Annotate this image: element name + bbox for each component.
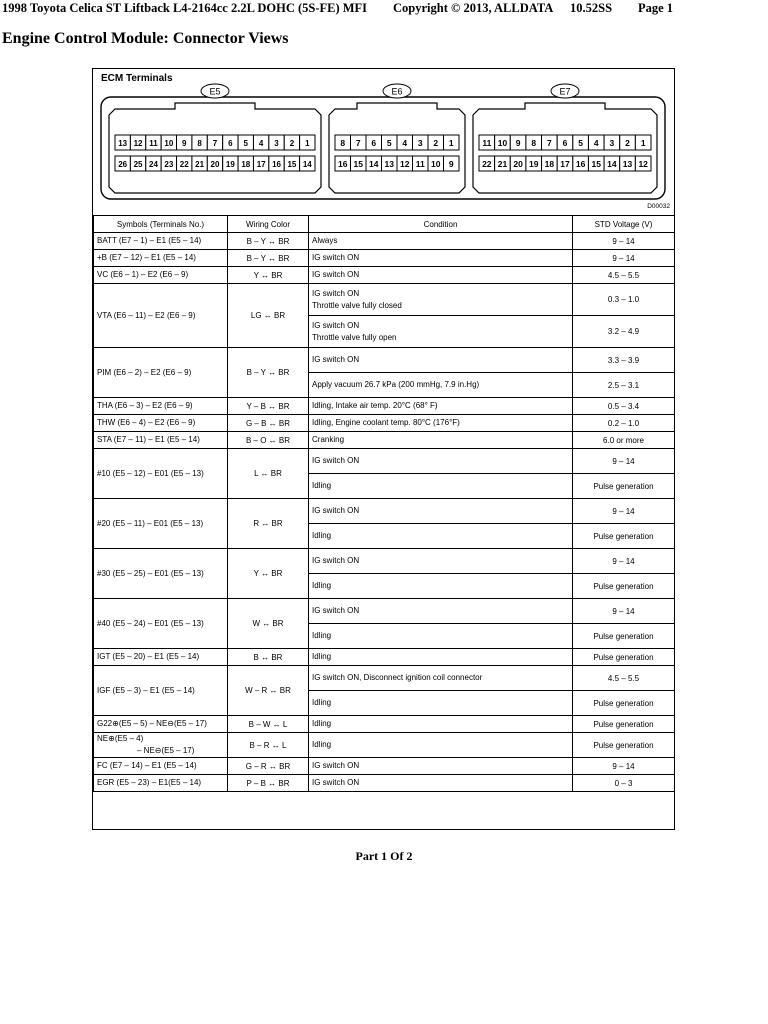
vehicle-title: 1998 Toyota Celica ST Liftback L4-2164cc 2.2L DOHC (5S-FE) MFI <box>2 1 368 15</box>
symbol-cell <box>94 267 228 284</box>
std-voltage-cell: Pulse generation <box>573 691 675 716</box>
table-row <box>94 398 675 415</box>
pin-number: 19 <box>528 159 539 169</box>
pin-number: 20 <box>210 160 220 169</box>
symbol-text: +B (E7 – 12) – E1 (E5 – 14) <box>97 253 196 262</box>
condition-text: Idling <box>312 698 332 707</box>
std-voltage-cell: 2.5 – 3.1 <box>573 373 675 398</box>
pin-number: 17 <box>256 160 266 169</box>
condition-text: Idling, Engine coolant temp. 80°C (176°F) <box>312 418 460 427</box>
symbol-text: – NE⊖(E5 – 17) <box>137 746 195 755</box>
symbol-text: FC (E7 – 14) – E1 (E5 – 14) <box>97 761 197 770</box>
condition-cell <box>309 549 573 574</box>
condition-cell <box>309 474 573 499</box>
pin-number: 24 <box>149 160 158 169</box>
pin-number: 3 <box>417 138 423 148</box>
std-voltage-cell: 3.3 – 3.9 <box>573 348 675 373</box>
header-std-voltage: STD Voltage (V) <box>573 216 675 233</box>
std-voltage-cell: Pulse generation <box>573 716 675 733</box>
condition-cell <box>309 758 573 775</box>
wiring-color-cell: LG ↔ BR <box>228 284 309 348</box>
std-voltage-cell: 9 – 14 <box>573 233 675 250</box>
connector-diagram <box>93 69 674 215</box>
header-condition: Condition <box>309 216 573 233</box>
wiring-color-cell: B ↔ BR <box>228 649 309 666</box>
pin-number: 5 <box>578 138 584 148</box>
symbol-cell <box>94 716 228 733</box>
pin-number: 19 <box>225 160 235 169</box>
table-row <box>94 415 675 432</box>
std-voltage-cell: Pulse generation <box>573 474 675 499</box>
condition-text: Idling, Intake air temp. 20°C (68° F) <box>312 401 438 410</box>
table-row <box>94 348 675 373</box>
pin-number: 11 <box>149 139 158 148</box>
condition-cell <box>309 373 573 398</box>
symbol-cell <box>94 775 228 792</box>
condition-cell <box>309 432 573 449</box>
pin-number: 8 <box>197 139 202 148</box>
condition-cell <box>309 415 573 432</box>
symbol-cell <box>94 398 228 415</box>
document-title: Engine Control Module: Connector Views <box>2 30 289 47</box>
condition-text: IG switch ON <box>312 253 360 262</box>
pin-number: 9 <box>182 139 187 148</box>
pin-number: 18 <box>241 160 251 169</box>
pin-number: 3 <box>609 138 615 148</box>
condition-text: IG switch ON <box>312 778 360 787</box>
pin-number: 17 <box>560 159 570 169</box>
pin-number: 6 <box>562 138 568 148</box>
pin-number: 3 <box>274 139 279 148</box>
pin-number: 12 <box>400 159 410 169</box>
pin-number: 4 <box>258 139 264 148</box>
condition-text: IG switch ON <box>312 270 360 279</box>
symbol-cell <box>94 649 228 666</box>
std-voltage-cell: 0 – 3 <box>573 775 675 792</box>
wiring-color-cell: W – R ↔ BR <box>228 666 309 716</box>
wiring-color-cell: Y – B ↔ BR <box>228 398 309 415</box>
wiring-color-cell: R ↔ BR <box>228 499 309 549</box>
condition-cell <box>309 267 573 284</box>
symbol-text: THW (E6 – 4) – E2 (E6 – 9) <box>97 418 196 427</box>
condition-text: IG switch ON <box>312 355 360 364</box>
symbol-text: STA (E7 – 11) – E1 (E5 – 14) <box>97 435 200 444</box>
table-row <box>94 284 675 316</box>
table-row <box>94 733 675 758</box>
symbol-text: #10 (E5 – 12) – E01 (E5 – 13) <box>97 468 204 478</box>
table-row <box>94 449 675 474</box>
condition-text: Cranking <box>312 435 345 444</box>
pin-number: 6 <box>371 138 377 148</box>
condition-cell <box>309 449 573 474</box>
symbol-text: #30 (E5 – 25) – E01 (E5 – 13) <box>97 568 204 578</box>
symbol-cell <box>94 250 228 267</box>
std-voltage-cell: Pulse generation <box>573 649 675 666</box>
symbol-text: PIM (E6 – 2) – E2 (E6 – 9) <box>97 367 192 377</box>
connector-label: E5 <box>209 86 221 97</box>
wiring-color-cell: Y ↔ BR <box>228 549 309 599</box>
condition-text: Idling <box>312 481 332 490</box>
wiring-color-cell: B – W ↔ L <box>228 716 309 733</box>
pin-number: 1 <box>305 139 310 148</box>
condition-cell <box>309 775 573 792</box>
condition-text: IG switch ON <box>312 606 360 615</box>
pin-number: 8 <box>340 138 346 148</box>
condition-text: IG switch ON, Disconnect ignition coil connector <box>312 673 483 682</box>
pin-number: 13 <box>622 159 633 169</box>
wiring-color-cell: B – Y ↔ BR <box>228 233 309 250</box>
wiring-color-cell: B – R ↔ L <box>228 733 309 758</box>
table-row <box>94 599 675 624</box>
symbol-cell <box>94 348 228 398</box>
symbol-text: NE⊕(E5 – 4) <box>97 734 144 743</box>
condition-text: IG switch ON <box>312 761 360 770</box>
std-voltage-cell: 0.5 – 3.4 <box>573 398 675 415</box>
std-voltage-cell: 6.0 or more <box>573 432 675 449</box>
pin-number: 2 <box>625 138 630 148</box>
condition-text: Idling <box>312 631 332 640</box>
pin-number: 11 <box>415 159 425 169</box>
wiring-color-cell: G – B ↔ BR <box>228 415 309 432</box>
table-row <box>94 432 675 449</box>
table-row <box>94 666 675 691</box>
condition-text: IG switch ON <box>312 556 360 565</box>
pin-number: 14 <box>607 159 617 169</box>
pin-number: 15 <box>287 160 297 169</box>
pin-number: 16 <box>272 160 281 169</box>
condition-cell <box>309 574 573 599</box>
condition-cell <box>309 348 573 373</box>
pin-number: 21 <box>497 159 508 169</box>
ecm-terminals-title: ECM Terminals <box>101 73 173 84</box>
condition-cell <box>309 250 573 267</box>
condition-text: Throttle valve fully closed <box>312 300 402 310</box>
pin-number: 7 <box>546 138 552 148</box>
version-label: 10.52SS <box>570 1 613 15</box>
table-row <box>94 233 675 250</box>
std-voltage-cell: 3.2 – 4.9 <box>573 316 675 348</box>
std-voltage-cell: 4.5 – 5.5 <box>573 666 675 691</box>
symbol-cell <box>94 284 228 348</box>
std-voltage-cell: 9 – 14 <box>573 599 675 624</box>
wiring-color-cell: W ↔ BR <box>228 599 309 649</box>
condition-cell <box>309 398 573 415</box>
wiring-color-cell: B – Y ↔ BR <box>228 250 309 267</box>
std-voltage-cell: 4.5 – 5.5 <box>573 267 675 284</box>
pin-number: 1 <box>448 138 454 148</box>
condition-cell <box>309 524 573 549</box>
symbol-text: #40 (E5 – 24) – E01 (E5 – 13) <box>97 618 204 628</box>
copyright-notice: Copyright © 2013, ALLDATA <box>393 1 554 15</box>
std-voltage-cell: 9 – 14 <box>573 250 675 267</box>
diagram-code: D00032 <box>647 203 670 210</box>
pin-number: 1 <box>640 138 646 148</box>
pin-number: 4 <box>402 138 408 148</box>
pin-number: 23 <box>164 160 174 169</box>
condition-cell <box>309 733 573 758</box>
wiring-color-cell: P – B ↔ BR <box>228 775 309 792</box>
condition-cell <box>309 233 573 250</box>
pin-number: 15 <box>591 159 602 169</box>
wiring-color-cell: B – O ↔ BR <box>228 432 309 449</box>
pin-number: 25 <box>133 160 143 169</box>
std-voltage-cell: Pulse generation <box>573 574 675 599</box>
symbol-text: THA (E6 – 3) – E2 (E6 – 9) <box>97 401 193 410</box>
pin-number: 22 <box>482 159 492 169</box>
condition-text: IG switch ON <box>312 456 360 465</box>
std-voltage-cell: Pulse generation <box>573 624 675 649</box>
symbol-cell <box>94 758 228 775</box>
condition-text: IG switch ON <box>312 288 360 298</box>
symbol-text: VTA (E6 – 11) – E2 (E6 – 9) <box>97 310 196 320</box>
pin-number: 20 <box>513 159 523 169</box>
pin-number: 2 <box>433 138 439 148</box>
table-row <box>94 649 675 666</box>
condition-text: Idling <box>312 531 332 540</box>
symbol-cell <box>94 599 228 649</box>
connector-label: E7 <box>559 86 571 97</box>
pin-number: 13 <box>384 159 394 169</box>
condition-cell <box>309 599 573 624</box>
condition-cell <box>309 716 573 733</box>
pin-number: 8 <box>531 138 537 148</box>
symbol-cell <box>94 549 228 599</box>
symbol-text: VC (E6 – 1) – E2 (E6 – 9) <box>97 270 189 279</box>
symbol-cell <box>94 415 228 432</box>
pin-number: 10 <box>164 139 174 148</box>
pin-number: 12 <box>638 159 648 169</box>
condition-text: Throttle valve fully open <box>312 332 397 342</box>
terminal-spec-table <box>93 215 675 792</box>
condition-cell <box>309 624 573 649</box>
std-voltage-cell: 0.3 – 1.0 <box>573 284 675 316</box>
pin-number: 12 <box>133 139 143 148</box>
table-row <box>94 758 675 775</box>
pin-number: 15 <box>353 159 363 169</box>
pin-number: 21 <box>195 160 205 169</box>
pin-number: 18 <box>544 159 555 169</box>
pin-number: 9 <box>515 138 521 148</box>
page-header <box>0 0 768 18</box>
pin-number: 2 <box>289 139 295 148</box>
table-row <box>94 775 675 792</box>
pin-number: 11 <box>482 138 492 148</box>
condition-cell <box>309 284 573 316</box>
condition-text: Idling <box>312 740 332 749</box>
pin-number: 5 <box>386 138 392 148</box>
condition-cell <box>309 691 573 716</box>
symbol-text: #20 (E5 – 11) – E01 (E5 – 13) <box>97 518 204 528</box>
table-header-row <box>94 216 675 233</box>
wiring-color-cell: L ↔ BR <box>228 449 309 499</box>
symbol-text: IGF (E5 – 3) – E1 (E5 – 14) <box>97 685 195 695</box>
symbol-text: BATT (E7 – 1) – E1 (E5 – 14) <box>97 236 202 245</box>
std-voltage-cell: 0.2 – 1.0 <box>573 415 675 432</box>
std-voltage-cell: 9 – 14 <box>573 758 675 775</box>
std-voltage-cell: 9 – 14 <box>573 499 675 524</box>
table-row <box>94 250 675 267</box>
pin-number: 22 <box>179 160 189 169</box>
page-number: Page 1 <box>638 1 674 15</box>
part-indicator: Part 1 Of 2 <box>355 849 413 863</box>
pin-number: 10 <box>431 159 441 169</box>
header-symbols: Symbols (Terminals No.) <box>94 216 228 233</box>
header-wiring-color: Wiring Color <box>228 216 309 233</box>
condition-text: Idling <box>312 652 332 661</box>
std-voltage-cell: Pulse generation <box>573 524 675 549</box>
std-voltage-cell: 9 – 14 <box>573 449 675 474</box>
pin-number: 5 <box>243 139 248 148</box>
condition-text: IG switch ON <box>312 506 360 515</box>
symbol-text: G22⊕(E5 – 5) – NE⊖(E5 – 17) <box>97 719 207 728</box>
connector-label: E6 <box>391 86 403 97</box>
pin-number: 4 <box>593 138 599 148</box>
table-row <box>94 549 675 574</box>
pin-number: 16 <box>338 159 348 169</box>
condition-cell <box>309 499 573 524</box>
condition-text: Idling <box>312 719 332 728</box>
pin-number: 6 <box>228 139 233 148</box>
terminal-spec-body <box>94 233 675 792</box>
pin-number: 14 <box>302 160 312 169</box>
condition-text: Idling <box>312 581 332 590</box>
pin-number: 16 <box>575 159 586 169</box>
symbol-cell <box>94 499 228 549</box>
condition-cell <box>309 666 573 691</box>
symbol-cell <box>94 733 228 758</box>
symbol-text: EGR (E5 – 23) – E1(E5 – 14) <box>97 778 202 787</box>
condition-text: Apply vacuum 26.7 kPa (200 mmHg, 7.9 in.Hg) <box>312 380 480 389</box>
pin-number: 9 <box>448 159 454 169</box>
table-row <box>94 716 675 733</box>
pin-number: 10 <box>497 138 508 148</box>
condition-cell <box>309 649 573 666</box>
condition-text: Always <box>312 236 338 245</box>
wiring-color-cell: B – Y ↔ BR <box>228 348 309 398</box>
pin-number: 7 <box>355 138 361 148</box>
table-row <box>94 499 675 524</box>
pin-number: 7 <box>212 139 218 148</box>
condition-cell <box>309 316 573 348</box>
symbol-cell <box>94 233 228 250</box>
table-row <box>94 267 675 284</box>
symbol-cell <box>94 666 228 716</box>
symbol-cell <box>94 432 228 449</box>
wiring-color-cell: Y ↔ BR <box>228 267 309 284</box>
pin-number: 14 <box>369 159 379 169</box>
wiring-color-cell: G – R ↔ BR <box>228 758 309 775</box>
std-voltage-cell: 9 – 14 <box>573 549 675 574</box>
pin-number: 26 <box>118 160 128 169</box>
symbol-cell <box>94 449 228 499</box>
connector-sheet <box>92 68 675 830</box>
std-voltage-cell: Pulse generation <box>573 733 675 758</box>
condition-text: IG switch ON <box>312 320 360 330</box>
symbol-text: IGT (E5 – 20) – E1 (E5 – 14) <box>97 652 200 661</box>
pin-number: 13 <box>118 139 128 148</box>
